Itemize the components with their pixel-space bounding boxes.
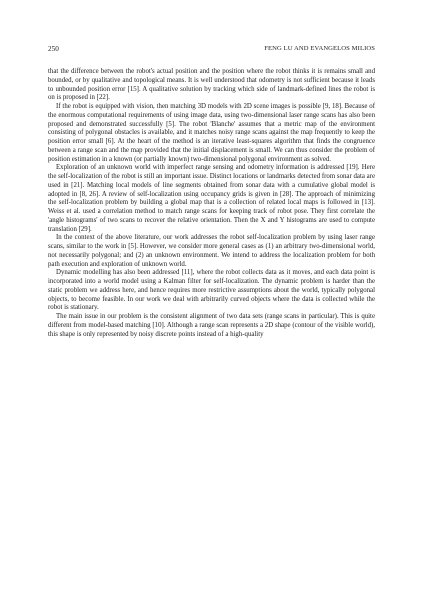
paragraph: that the difference between the robot's actual position and the position where the robot thinks it is remains small and bounded, or by qualitative and topological means. It is well understood that odometry is not sufficient because it leads to unbounded position error [15]. A qualitative solution by tracking which side of landmark-defined lines the robot is on is proposed in [22].	[48, 68, 375, 102]
page-number: 250	[48, 45, 59, 53]
page-header	[48, 44, 375, 54]
paragraph: In the context of the above literature, our work addresses the robot self-localization problem by using laser range scans, similar to the work in [5]. However, we consider more general cases as (1) an arbitrary two-dimensional world, not necessarily polygonal; and (2) an unknown environment. We intend to address the localization problem for both path execution and exploration of unknown world.	[48, 234, 375, 268]
paragraph: Exploration of an unknown world with imperfect range sensing and odometry information is addressed [19]. Here the self-localization of the robot is still an important issue. Distinct locations or landmarks detected from sonar data are used in [21]. Matching local models of line segments obtained from sonar data with a cumulative global model is adopted in [8, 26]. A review of self-localization using occupancy grids is given in [28]. The approach of minimizing the self-localization problem by building a global map that is a collection of related local maps is followed in [13]. Weiss et al. used a correlation method to match range scans for keeping track of robot pose. They first correlate the 'angle histograms' of two scans to recover the relative orientation. Then the X and Y histograms are used to compute translation [29].	[48, 164, 375, 233]
paragraph: Dynamic modelling has also been addressed [11], where the robot collects data as it moves, and each data point is incorporated into a world model using a Kalman filter for self-localization. The dynamic problem is harder than the static problem we address here, and hence requires more restrictive assumptions about the world, typically polygonal objects, to become feasible. In our work we deal with arbitrarily curved objects where the data is collected while the robot is stationary.	[48, 269, 375, 312]
body-text	[48, 68, 375, 339]
paragraph: If the robot is equipped with vision, then matching 3D models with 2D scene images is possible [9, 18]. Because of the enormous computational requirements of using image data, using two-dimensional laser range scans has also been proposed and demonstrated successfully [5]. The robot 'Blanche' assumes that a metric map of the environment consisting of polygonal obstacles is available, and it matches noisy range scans against the map frequently to keep the position error small [6]. At the heart of the method is an iterative least-squares algorithm that finds the congruence between a range scan and the map provided that the initial displacement is small. We can thus consider the problem of position estimation in a known (or partially known) two-dimensional polygonal environment as solved.	[48, 103, 375, 163]
running-head: FENG LU AND EVANGELOS MILIOS	[264, 45, 375, 52]
paragraph: The main issue in our problem is the consistent alignment of two data sets (range scans in particular). This is quite different from model-based matching [10]. Although a range scan represents a 2D shape (contour of the visible world), this shape is only represented by noisy discrete points instead of a high-quality	[48, 313, 375, 338]
